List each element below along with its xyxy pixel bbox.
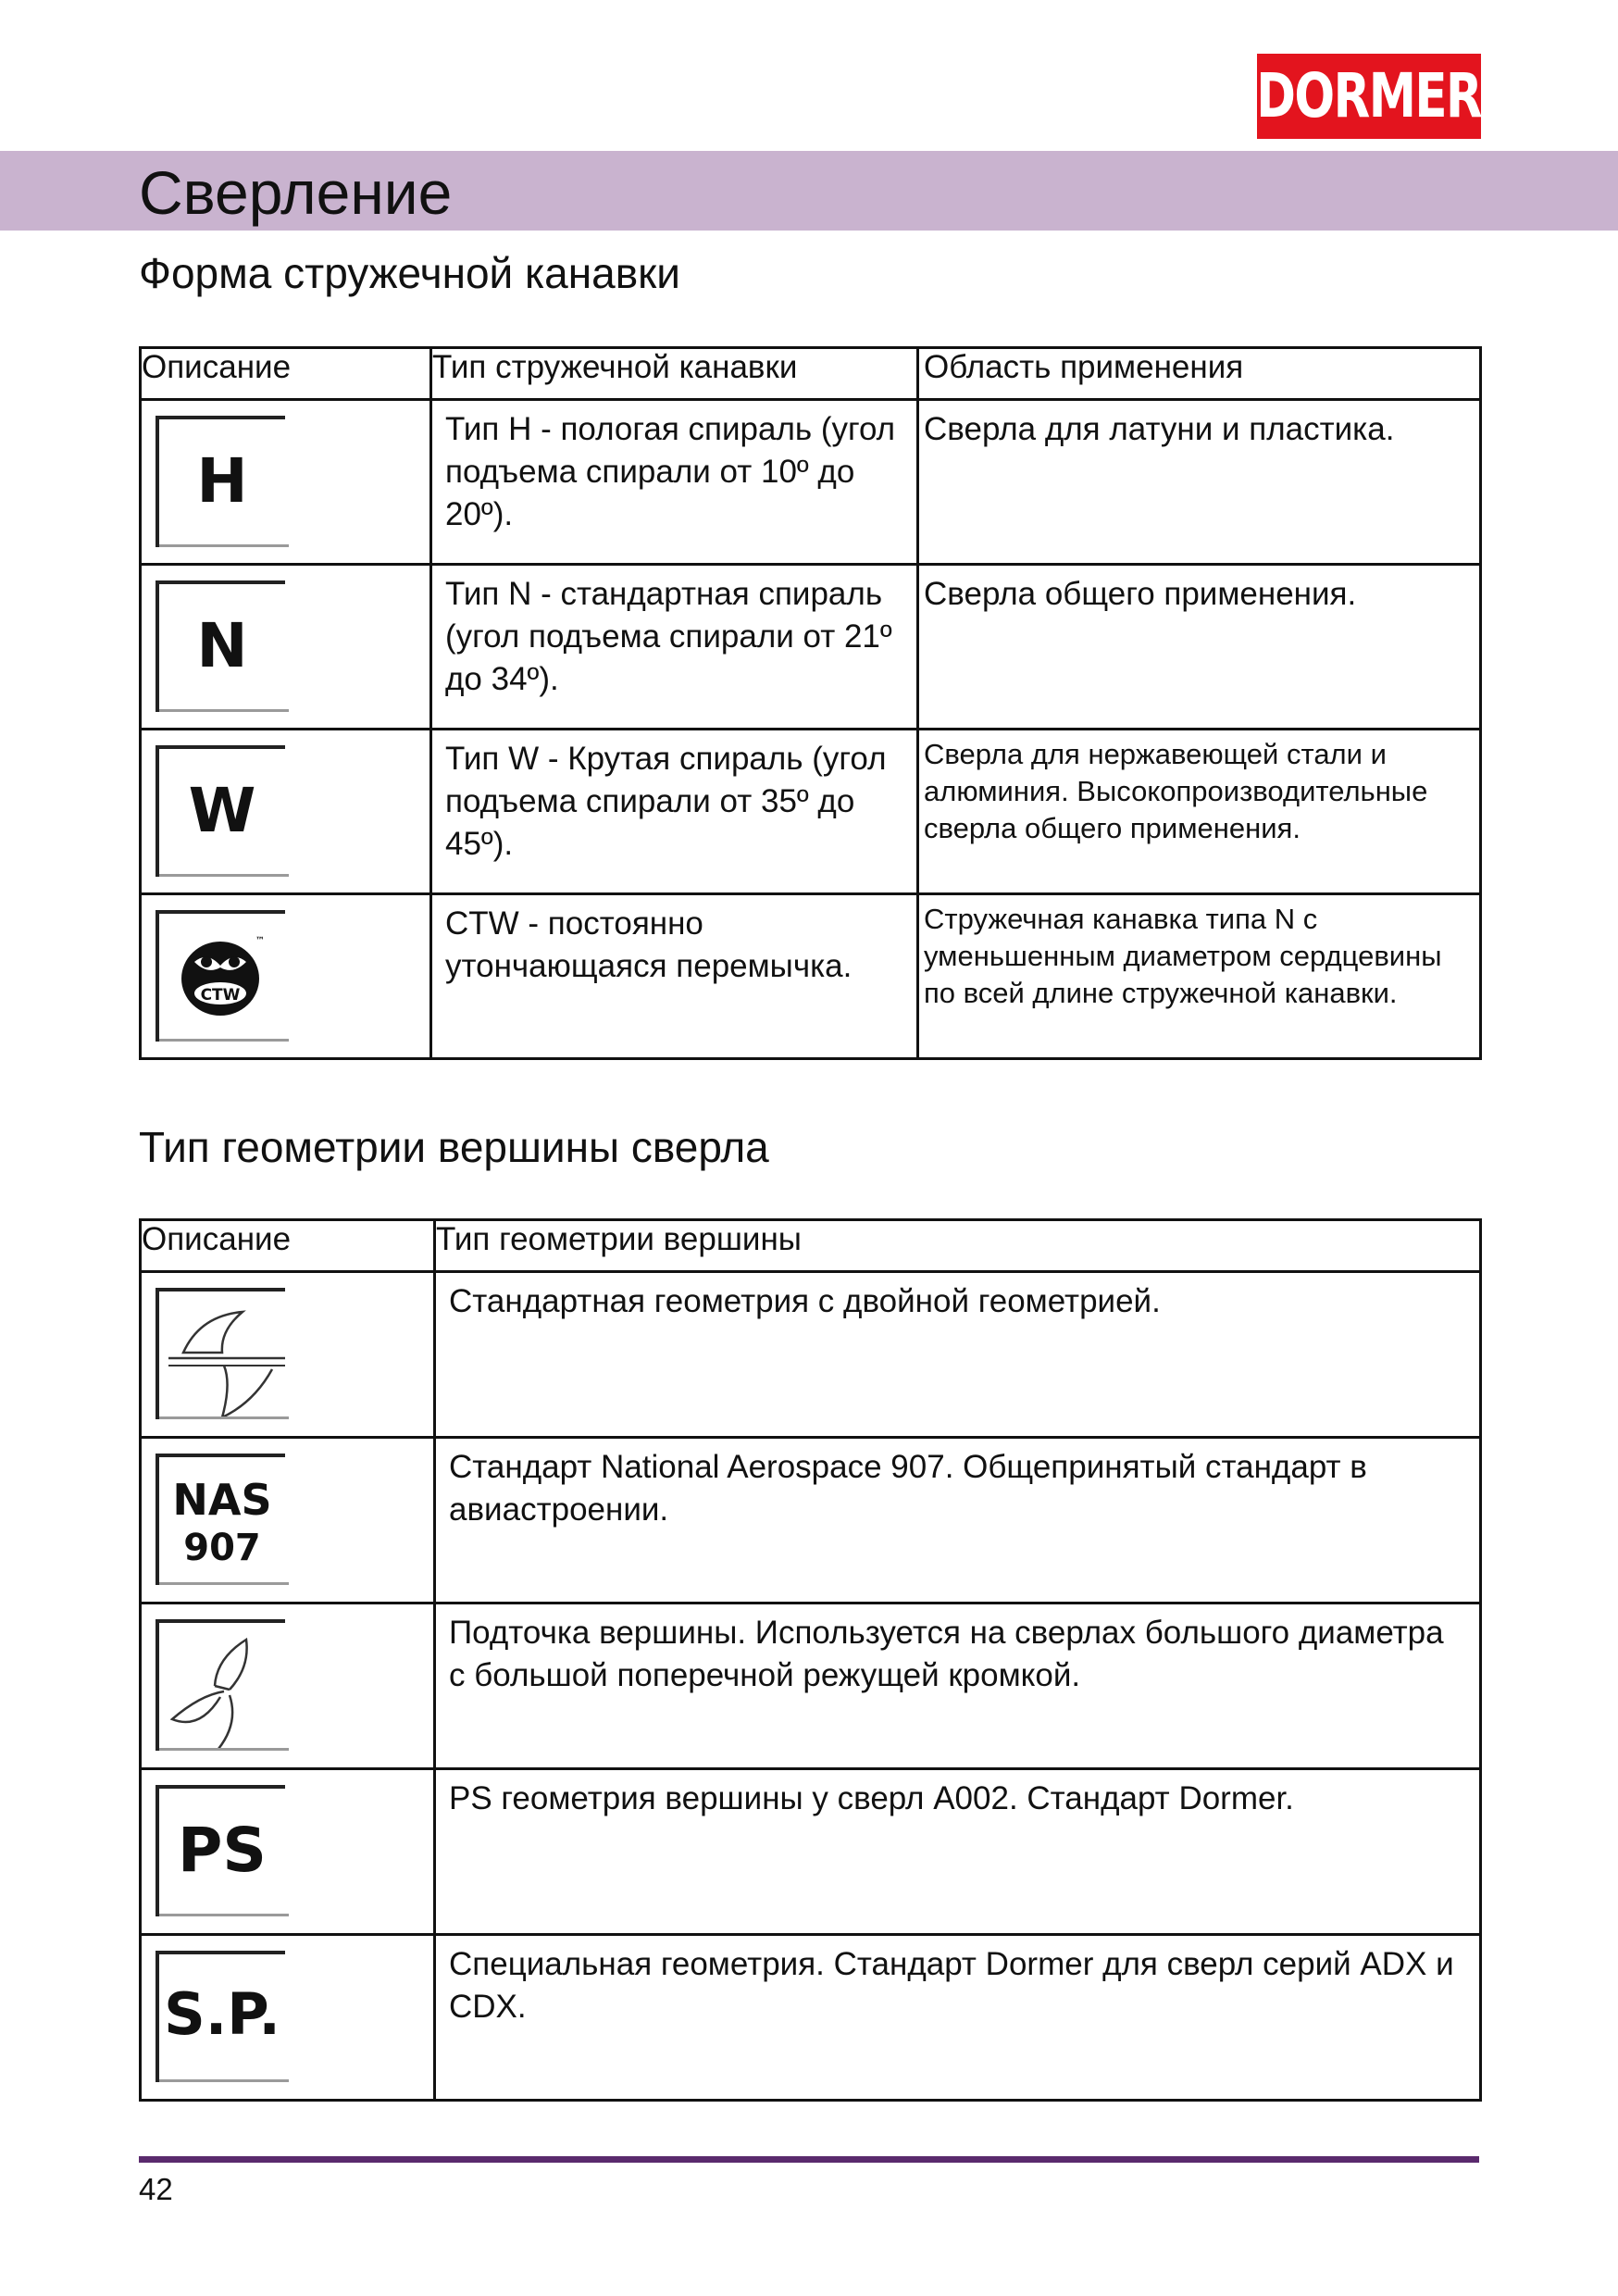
application-text: Сверла общего применения. [924, 576, 1357, 612]
icon-cell [141, 565, 431, 730]
table-header-row [141, 348, 1481, 400]
nas-label: NAS [172, 1475, 272, 1525]
ps-point-icon [156, 1785, 285, 1916]
table-row [141, 1272, 1481, 1438]
flute-table [139, 346, 1482, 1060]
nas-907-icon [156, 1454, 285, 1585]
icon-cell [141, 1935, 435, 2101]
header-flute-type: Тип стружечной канавки [431, 348, 918, 400]
page-number: 42 [139, 2172, 173, 2206]
letter-w-icon [156, 745, 285, 877]
table-row [141, 894, 1481, 1059]
web-thinning-drawing [163, 1630, 287, 1754]
logo-text: DORMER [1256, 60, 1482, 131]
header-description: Описание [141, 348, 431, 400]
icon-cell [141, 400, 431, 565]
table-row [141, 1438, 1481, 1603]
point-section-title: Тип геометрии вершины сверла [139, 1123, 769, 1171]
ctw-emblem-icon [163, 921, 283, 1042]
flute-type-text: Тип W - Крутая спираль (угол подъема спирали от 35º до 45º). [445, 741, 887, 862]
letter-h-icon [156, 416, 285, 547]
standard-point-drawing [163, 1299, 287, 1423]
flute-type-text: Тип H - пологая спираль (угол подъема спирали от 10º до 20º). [445, 411, 896, 532]
table-row [141, 565, 1481, 730]
icon-label: H [196, 445, 248, 517]
letter-n-icon [156, 580, 285, 712]
point-type-text: PS геометрия вершины у сверл A002. Стандарт Dormer. [449, 1780, 1294, 1816]
icon-cell [141, 894, 431, 1059]
icon-cell [141, 1769, 435, 1935]
standard-point-icon [156, 1288, 285, 1419]
ctw-emblem-text: CTW [200, 986, 241, 1004]
icon-cell [141, 1438, 435, 1603]
footer-rule [139, 2156, 1479, 2163]
table-header-row [141, 1220, 1481, 1272]
point-type-text: Специальная геометрия. Стандарт Dormer для сверл серий ADX и CDX. [449, 1946, 1454, 2025]
table-row [141, 1603, 1481, 1769]
table-row [141, 730, 1481, 894]
table-row [141, 1935, 1481, 2101]
table-row [141, 1769, 1481, 1935]
header-point-type: Тип геометрии вершины [435, 1220, 1481, 1272]
icon-label: PS [178, 1815, 267, 1886]
icon-cell [141, 730, 431, 894]
point-type-text: Стандартная геометрия с двойной геометрией. [449, 1283, 1161, 1319]
icon-label: S.P. [164, 1980, 280, 2048]
icon-cell [141, 1603, 435, 1769]
point-type-text: Подточка вершины. Используется на сверлах большого диаметра с большой поперечной режущей кромкой. [449, 1615, 1444, 1693]
flute-type-text: CTW - постоянно утончающаяся перемычка. [445, 905, 853, 984]
web-thinning-icon [156, 1619, 285, 1751]
nas-number-label: 907 [183, 1527, 261, 1569]
ctw-logo-icon [156, 910, 285, 1042]
flute-section-title: Форма стружечной канавки [139, 249, 680, 297]
svg-text:™: ™ [255, 936, 265, 946]
point-geometry-table [139, 1218, 1482, 2102]
icon-cell [141, 1272, 435, 1438]
header-description: Описание [141, 1220, 435, 1272]
flute-type-text: Тип N - стандартная спираль (угол подъема спирали от 21º до 34º). [445, 576, 892, 697]
table-row [141, 400, 1481, 565]
application-text: Сверла для латуни и пластика. [924, 411, 1395, 447]
sp-point-icon [156, 1951, 285, 2082]
page-title: Сверление [139, 158, 453, 227]
dormer-logo [1257, 54, 1481, 139]
header-application: Область применения [918, 348, 1481, 400]
application-text: Сверла для нержавеющей стали и алюминия. Высокопроизводительные сверла общего применения. [924, 738, 1428, 844]
icon-label: W [188, 775, 256, 846]
point-type-text: Стандарт National Aerospace 907. Общепринятый стандарт в авиастроении. [449, 1449, 1367, 1528]
application-text: Стружечная канавка типа N с уменьшенным диаметром сердцевины по всей длине стружечной канавки. [924, 903, 1442, 1009]
icon-label: N [196, 610, 248, 681]
